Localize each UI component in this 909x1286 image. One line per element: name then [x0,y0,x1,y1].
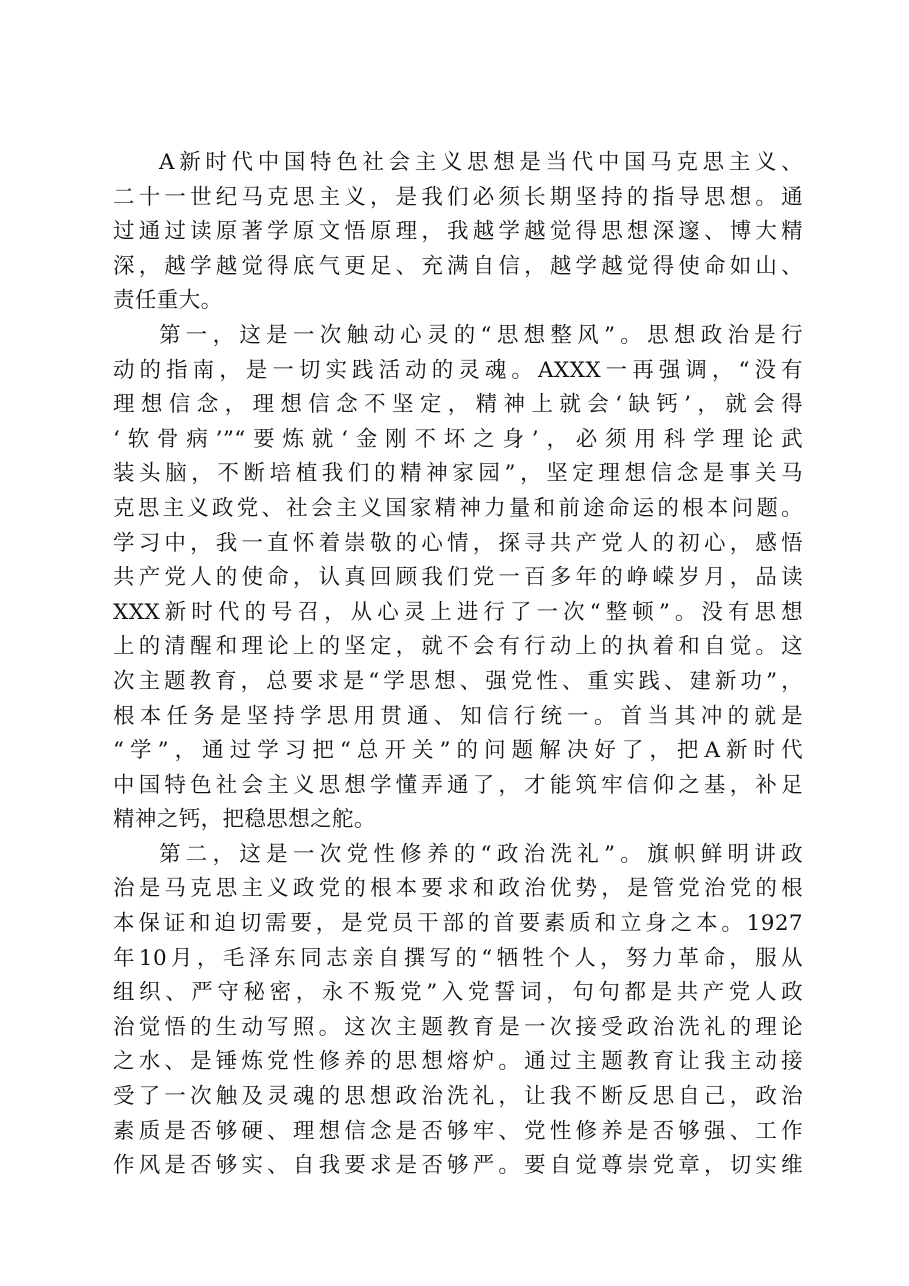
text-line: 次主题教育，总要求是“学思想、强党性、重实践、建新功”， [113,668,803,694]
text-line: 共产党人的使命，认真回顾我们党一百多年的峥嵘岁月，品读 [113,565,803,591]
text-line: 装头脑，不断培植我们的精神家园”，坚定理想信念是事关马 [113,461,803,487]
text-line: 中国特色社会主义思想学懂弄通了，才能筑牢信仰之基，补足 [113,772,803,798]
paragraph [113,319,803,838]
text-line: 受了一次触及灵魂的思想政治洗礼，让我不断反思自己，政治 [113,1084,803,1110]
text-line: 治是马克思主义政党的根本要求和政治优势，是管党治党的根 [113,876,803,902]
text-line: A新时代中国特色社会主义思想是当代中国马克思主义、 [159,150,803,175]
text-line: 理想信念，理想信念不坚定，精神上就会‘缺钙’，就会得 [113,392,803,418]
text-line: 过通过读原著学原文悟原理，我越学越觉得思想深邃、博大精 [113,219,803,245]
text-line: ‘软骨病’”“要炼就‘金刚不坏之身’，必须用科学理论武 [113,426,803,452]
text-line: 本保证和迫切需要，是党员干部的首要素质和立身之本。1927 [113,911,803,937]
text-line: 上的清醒和理论上的坚定，就不会有行动上的执着和自觉。这 [113,634,803,660]
paragraph [113,146,803,319]
text-line: 根本任务是坚持学思用贯通、知信行统一。首当其冲的就是 [113,703,803,729]
text-line: 作风是否够实、自我要求是否够严。要自觉尊崇党章，切实维 [113,1153,803,1179]
text-line: 治觉悟的生动写照。这次主题教育是一次接受政治洗礼的理论 [113,1014,803,1040]
document-body [113,146,803,1184]
paragraph [113,838,803,1184]
text-line: 学习中，我一直怀着崇敬的心情，探寻共产党人的初心，感悟 [113,530,803,556]
text-line: 组织、严守秘密，永不叛党”入党誓词，句句都是共产党人政 [113,980,803,1006]
text-line: 之水、是锤炼党性修养的思想熔炉。通过主题教育让我主动接 [113,1049,803,1075]
text-line: XXX新时代的号召，从心灵上进行了一次“整顿”。没有思想 [113,599,803,625]
text-line: “学”，通过学习把“总开关”的问题解决好了，把A新时代 [113,738,803,764]
text-line: 动的指南，是一切实践活动的灵魂。AXXX一再强调，“没有 [113,357,803,383]
text-line: 第二，这是一次党性修养的“政治洗礼”。旗帜鲜明讲政 [159,841,803,867]
text-line: 二十一世纪马克思主义，是我们必须长期坚持的指导思想。通 [113,184,803,210]
text-line: 克思主义政党、社会主义国家精神力量和前途命运的根本问题。 [113,495,803,521]
text-line: 深，越学越觉得底气更足、充满自信，越学越觉得使命如山、 [113,253,803,279]
text-line: 素质是否够硬、理想信念是否够牢、党性修养是否够强、工作 [113,1118,803,1144]
text-line: 精神之钙，把稳思想之舵。 [113,807,376,833]
text-line: 年10月，毛泽东同志亲自撰写的“牺牲个人，努力革命，服从 [113,945,803,971]
text-line: 责任重大。 [113,288,223,314]
text-line: 第一，这是一次触动心灵的“思想整风”。思想政治是行 [159,322,803,348]
